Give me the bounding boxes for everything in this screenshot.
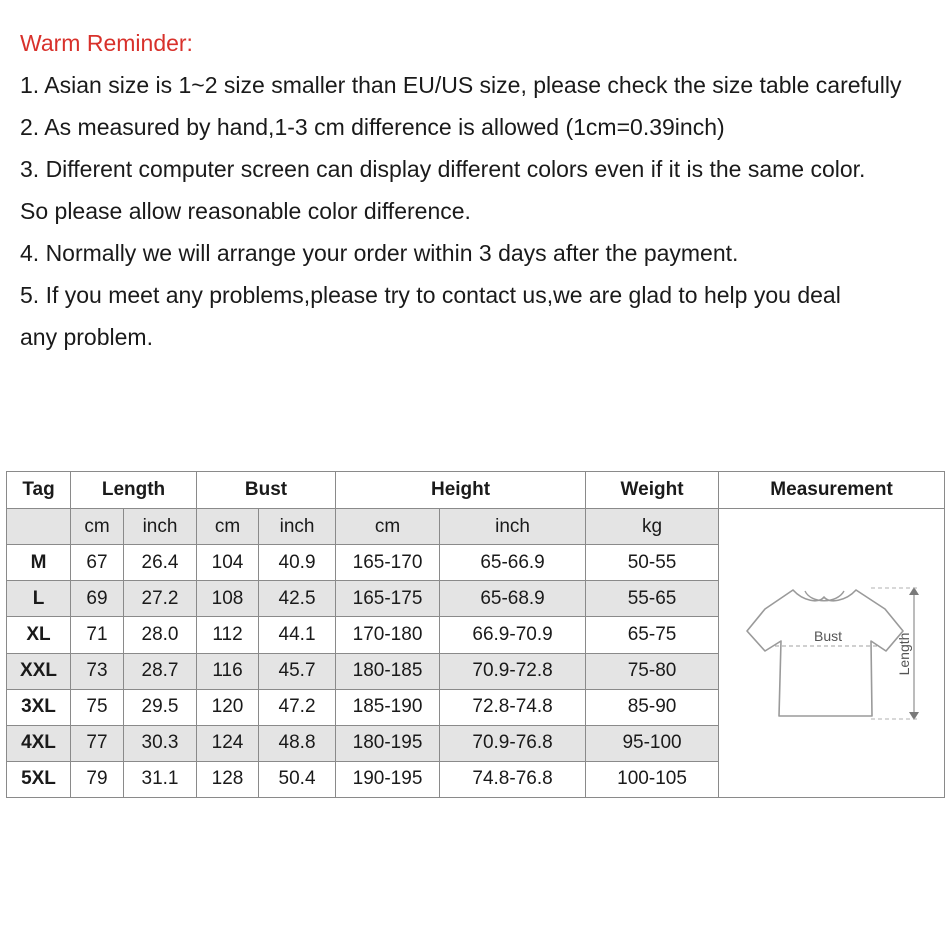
table-cell: 180-185 bbox=[336, 653, 440, 689]
table-cell: 180-195 bbox=[336, 725, 440, 761]
size-tag: M bbox=[7, 545, 71, 581]
warm-reminder bbox=[20, 22, 940, 358]
table-cell: 27.2 bbox=[124, 581, 197, 617]
table-cell: 70.9-76.8 bbox=[440, 725, 586, 761]
unit-cell: cm bbox=[197, 509, 259, 545]
table-cell: 65-66.9 bbox=[440, 545, 586, 581]
table-cell: 116 bbox=[197, 653, 259, 689]
reminder-line-3: 3. Different computer screen can display different colors even if it is the same color. bbox=[20, 156, 866, 182]
table-cell: 40.9 bbox=[259, 545, 336, 581]
reminder-line-5: 5. If you meet any problems,please try to contact us,we are glad to help you deal bbox=[20, 282, 841, 308]
unit-blank bbox=[7, 509, 71, 545]
table-cell: 42.5 bbox=[259, 581, 336, 617]
table-cell: 100-105 bbox=[586, 761, 719, 797]
table-cell: 47.2 bbox=[259, 689, 336, 725]
header-bust: Bust bbox=[197, 472, 336, 509]
table-cell: 31.1 bbox=[124, 761, 197, 797]
units-row bbox=[7, 509, 945, 545]
bust-label: Bust bbox=[814, 628, 843, 644]
table-cell: 79 bbox=[71, 761, 124, 797]
unit-cell: cm bbox=[71, 509, 124, 545]
table-cell: 104 bbox=[197, 545, 259, 581]
table-cell: 45.7 bbox=[259, 653, 336, 689]
header-weight: Weight bbox=[586, 472, 719, 509]
table-cell: 95-100 bbox=[586, 725, 719, 761]
table-cell: 65-75 bbox=[586, 617, 719, 653]
size-tag: 4XL bbox=[7, 725, 71, 761]
table-cell: 71 bbox=[71, 617, 124, 653]
tshirt-outline bbox=[747, 590, 903, 716]
table-cell: 120 bbox=[197, 689, 259, 725]
reminder-line-2: 2. As measured by hand,1-3 cm difference is allowed (1cm=0.39inch) bbox=[20, 114, 725, 140]
table-cell: 72.8-74.8 bbox=[440, 689, 586, 725]
header-measurement: Measurement bbox=[719, 472, 945, 509]
table-cell: 74.8-76.8 bbox=[440, 761, 586, 797]
reminder-line-4: 4. Normally we will arrange your order within 3 days after the payment. bbox=[20, 240, 739, 266]
unit-cell: inch bbox=[440, 509, 586, 545]
table-cell: 70.9-72.8 bbox=[440, 653, 586, 689]
table-cell: 29.5 bbox=[124, 689, 197, 725]
unit-cell: inch bbox=[259, 509, 336, 545]
table-cell: 30.3 bbox=[124, 725, 197, 761]
table-cell: 28.0 bbox=[124, 617, 197, 653]
size-tag: 5XL bbox=[7, 761, 71, 797]
table-cell: 170-180 bbox=[336, 617, 440, 653]
table-cell: 165-175 bbox=[336, 581, 440, 617]
header-row bbox=[7, 472, 945, 509]
table-cell: 165-170 bbox=[336, 545, 440, 581]
table-cell: 73 bbox=[71, 653, 124, 689]
table-cell: 44.1 bbox=[259, 617, 336, 653]
table-cell: 128 bbox=[197, 761, 259, 797]
header-length: Length bbox=[71, 472, 197, 509]
table-cell: 50.4 bbox=[259, 761, 336, 797]
table-cell: 124 bbox=[197, 725, 259, 761]
size-tag: XL bbox=[7, 617, 71, 653]
reminder-line-5-cont: any problem. bbox=[20, 324, 153, 350]
table-cell: 66.9-70.9 bbox=[440, 617, 586, 653]
table-cell: 69 bbox=[71, 581, 124, 617]
unit-cell: kg bbox=[586, 509, 719, 545]
table-cell: 28.7 bbox=[124, 653, 197, 689]
size-table bbox=[6, 471, 945, 798]
unit-cell: cm bbox=[336, 509, 440, 545]
table-cell: 190-195 bbox=[336, 761, 440, 797]
table-cell: 75 bbox=[71, 689, 124, 725]
header-height: Height bbox=[336, 472, 586, 509]
table-cell: 50-55 bbox=[586, 545, 719, 581]
table-cell: 48.8 bbox=[259, 725, 336, 761]
reminder-line-3-cont: So please allow reasonable color difference. bbox=[20, 198, 471, 224]
unit-cell: inch bbox=[124, 509, 197, 545]
size-tag: L bbox=[7, 581, 71, 617]
table-cell: 65-68.9 bbox=[440, 581, 586, 617]
table-cell: 85-90 bbox=[586, 689, 719, 725]
length-label: Length bbox=[896, 632, 913, 676]
table-cell: 112 bbox=[197, 617, 259, 653]
reminder-title: Warm Reminder: bbox=[20, 30, 193, 56]
table-cell: 26.4 bbox=[124, 545, 197, 581]
reminder-line-1: 1. Asian size is 1~2 size smaller than EU/US size, please check the size table carefully bbox=[20, 72, 902, 98]
tshirt-measurement-icon bbox=[719, 509, 945, 797]
measurement-figure bbox=[719, 509, 945, 798]
table-cell: 55-65 bbox=[586, 581, 719, 617]
table-cell: 185-190 bbox=[336, 689, 440, 725]
size-tag: 3XL bbox=[7, 689, 71, 725]
table-cell: 75-80 bbox=[586, 653, 719, 689]
table-cell: 67 bbox=[71, 545, 124, 581]
header-tag: Tag bbox=[7, 472, 71, 509]
size-tag: XXL bbox=[7, 653, 71, 689]
table-cell: 108 bbox=[197, 581, 259, 617]
table-cell: 77 bbox=[71, 725, 124, 761]
